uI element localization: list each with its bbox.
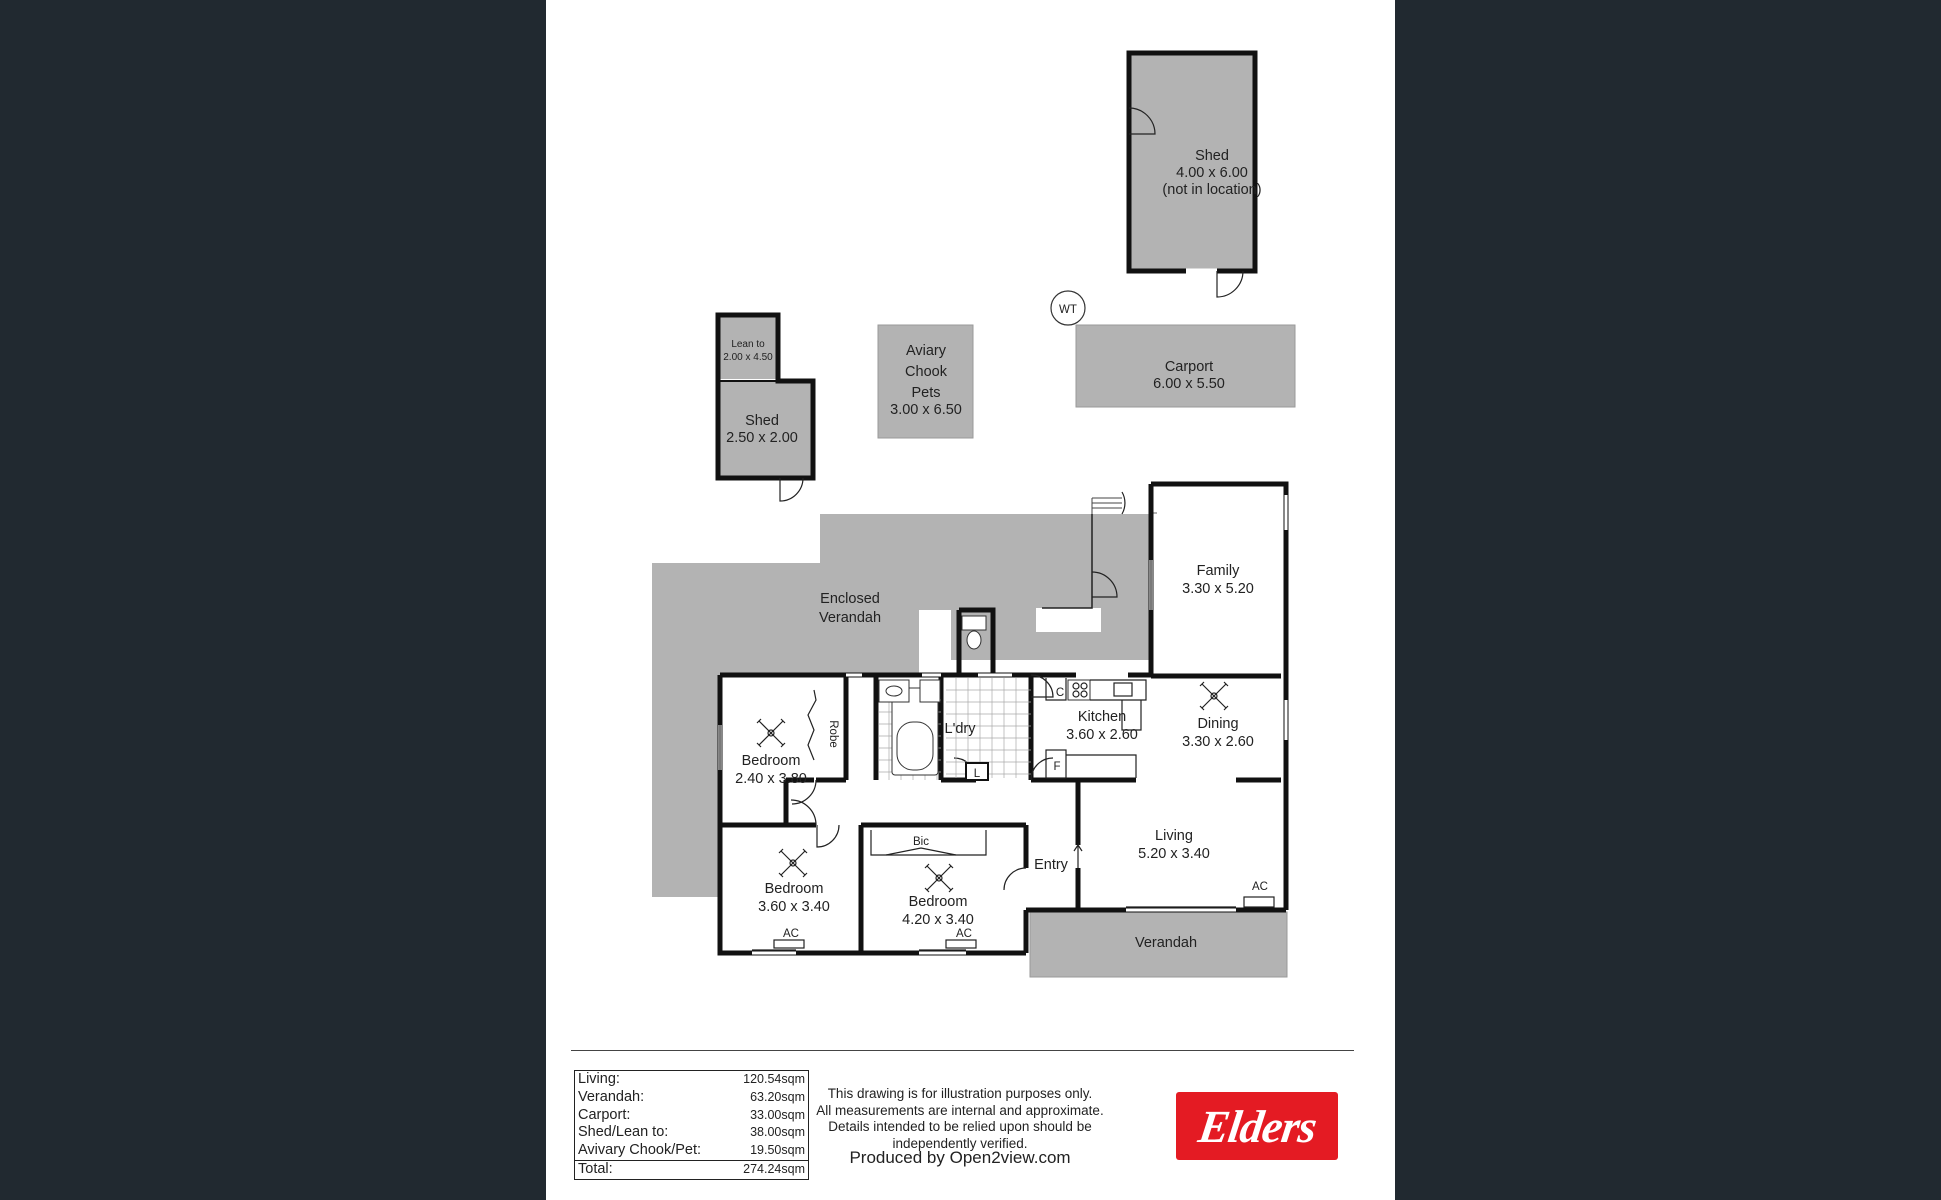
bedroom2-name: Bedroom xyxy=(764,881,824,897)
logo-text: Elders xyxy=(1195,1100,1319,1152)
divider xyxy=(571,1050,1354,1051)
water-tank-label: WT xyxy=(1059,304,1077,316)
total-value: 274.24sqm xyxy=(743,1161,805,1176)
family-name: Family xyxy=(1196,563,1240,579)
area-value: 63.20sqm xyxy=(750,1089,805,1104)
shed-small-dims: 2.50 x 2.00 xyxy=(726,430,798,446)
bedroom3-dims: 4.20 x 3.40 xyxy=(902,912,974,928)
entry-label: Entry xyxy=(1034,857,1068,873)
elders-logo xyxy=(1176,1092,1338,1160)
area-value: 33.00sqm xyxy=(750,1107,805,1122)
aviary-line1: Aviary xyxy=(905,343,947,359)
ceiling-fan-icon xyxy=(757,719,785,747)
carport-dims: 6.00 x 5.50 xyxy=(1153,376,1225,392)
shed-large xyxy=(1129,53,1262,297)
kitchen-name: Kitchen xyxy=(1077,709,1127,725)
bedroom-1 xyxy=(735,690,839,787)
lean-to-dims: 2.00 x 4.50 xyxy=(723,352,773,363)
bedroom2-ac-label: AC xyxy=(783,928,799,940)
aviary-line3: Pets xyxy=(911,385,941,401)
lean-to-and-shed xyxy=(718,315,813,501)
floor-plan xyxy=(546,0,1395,1200)
area-value: 38.00sqm xyxy=(750,1125,805,1140)
bedroom3-name: Bedroom xyxy=(908,894,968,910)
disclaimer xyxy=(810,1086,1110,1152)
dining-room xyxy=(1182,682,1254,750)
bedroom-2 xyxy=(758,849,830,948)
living-name: Living xyxy=(1155,828,1193,844)
robe-label: Robe xyxy=(827,720,839,748)
lean-to-name: Lean to xyxy=(731,339,765,350)
kitchen-dims: 3.60 x 2.60 xyxy=(1066,727,1138,743)
aviary xyxy=(878,325,973,438)
shed-large-name: Shed xyxy=(1195,148,1229,164)
ceiling-fan-icon xyxy=(925,864,953,892)
bedroom2-dims: 3.60 x 3.40 xyxy=(758,899,830,915)
area-label: Verandah: xyxy=(578,1088,645,1105)
dining-dims: 3.30 x 2.60 xyxy=(1182,734,1254,750)
family-room xyxy=(1151,560,1254,610)
area-label: Avivary Chook/Pet: xyxy=(578,1142,702,1159)
carport xyxy=(1076,325,1295,407)
shed-large-dims: 4.00 x 6.00 xyxy=(1176,165,1248,181)
laundry-label: L'dry xyxy=(944,721,976,737)
enclosed-verandah-line2: Verandah xyxy=(818,610,882,626)
bedroom1-name: Bedroom xyxy=(741,753,801,769)
bedroom1-dims: 2.40 x 3.80 xyxy=(735,771,807,787)
area-table xyxy=(574,1070,809,1180)
shed-large-note: (not in location) xyxy=(1162,182,1262,198)
enclosed-verandah-line1: Enclosed xyxy=(820,591,880,607)
aviary-line2: Chook xyxy=(905,364,947,380)
ceiling-fan-icon xyxy=(1200,682,1228,710)
area-row-aviary xyxy=(575,1142,808,1160)
dining-name: Dining xyxy=(1197,716,1239,732)
floor-plan-sheet xyxy=(546,0,1395,1200)
area-row-carport xyxy=(575,1107,808,1125)
living-room xyxy=(1034,828,1274,907)
disclaimer-line: All measurements are internal and approximate. xyxy=(816,1102,1104,1118)
area-label: Shed/Lean to: xyxy=(578,1124,669,1141)
living-dims: 5.20 x 3.40 xyxy=(1138,846,1210,862)
total-label: Total: xyxy=(578,1160,613,1177)
area-row-total xyxy=(575,1160,808,1179)
area-row-living xyxy=(575,1071,808,1089)
area-value: 19.50sqm xyxy=(750,1143,805,1158)
area-row-shed xyxy=(575,1124,808,1142)
kitchen-c-label: C xyxy=(1055,687,1065,699)
bic-label: Bic xyxy=(913,836,929,848)
kitchen xyxy=(1046,678,1146,778)
laundry-l-label: L xyxy=(973,768,981,780)
area-label: Living: xyxy=(578,1071,620,1087)
living-ac-label: AC xyxy=(1252,881,1268,893)
area-value: 120.54sqm xyxy=(743,1072,805,1086)
family-dims: 3.30 x 5.20 xyxy=(1182,581,1254,597)
area-label: Carport: xyxy=(578,1106,631,1123)
bedroom3-ac-label: AC xyxy=(956,928,972,940)
disclaimer-line: independently verified. xyxy=(892,1135,1028,1151)
kitchen-f-label: F xyxy=(1053,761,1061,773)
ceiling-fan-icon xyxy=(779,849,807,877)
disclaimer-line: Details intended to be relied upon should be xyxy=(828,1119,1092,1134)
front-verandah xyxy=(1030,912,1287,977)
water-tank xyxy=(1051,291,1085,325)
bedroom-3 xyxy=(871,830,986,948)
area-row-verandah xyxy=(575,1089,808,1107)
shed-small-name: Shed xyxy=(745,413,779,429)
carport-name: Carport xyxy=(1164,359,1214,375)
aviary-dims: 3.00 x 6.50 xyxy=(890,402,962,418)
verandah-label: Verandah xyxy=(1134,935,1198,951)
produced-by: Produced by Open2view.com xyxy=(849,1148,1071,1167)
disclaimer-line: This drawing is for illustration purposes only. xyxy=(827,1086,1093,1101)
